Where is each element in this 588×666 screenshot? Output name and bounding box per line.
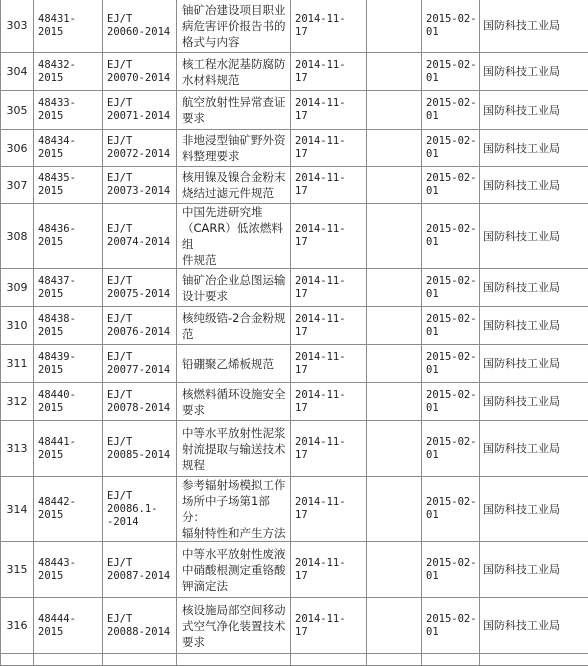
standard-title-cell (177, 0, 291, 53)
row-number-cell: 316 (1, 598, 34, 654)
blank-cell (367, 345, 422, 383)
effective-date-cell-line: 2015-02- (426, 275, 477, 287)
issue-date-cell-line: 17 (295, 148, 308, 160)
department-cell: 国防科技工业局 (480, 477, 588, 542)
row-number-cell: 305 (1, 91, 34, 130)
effective-date-cell-line: 01 (426, 626, 439, 638)
effective-date-cell-line: 01 (426, 326, 439, 338)
blank-cell (367, 53, 422, 91)
issue-date-cell-line: 2014-11- (295, 223, 346, 235)
table-row (1, 542, 588, 598)
effective-date-cell-line: 2015-02- (426, 351, 477, 363)
standard-code-cell-line: EJ/T (107, 275, 132, 287)
standard-title-cell-line: 核工程水泥基防腐防 (182, 57, 286, 71)
standard-title-cell (177, 421, 291, 477)
blank-cell (367, 421, 422, 477)
standard-title-cell-line: 铀矿冶建设项目职业 (182, 3, 286, 17)
standard-title-cell-line: 件规范 (182, 253, 217, 267)
issue-date-cell (291, 307, 367, 345)
department-cell: 国防科技工业局 (480, 130, 588, 167)
issue-date-cell-line: 17 (295, 26, 308, 38)
department-cell: 国防科技工业局 (480, 204, 588, 269)
department-cell: 国防科技工业局 (480, 91, 588, 130)
standard-code-cell-line: EJ/T (107, 97, 132, 109)
standard-title-cell (177, 477, 291, 542)
table-row (1, 167, 588, 204)
standard-code-cell-line: EJ/T (107, 13, 132, 25)
table-row (1, 53, 588, 91)
standard-title-cell-line: 钾滴定法 (182, 579, 228, 593)
issue-date-cell (291, 421, 367, 477)
table-row (1, 654, 588, 666)
row-number-cell: 304 (1, 53, 34, 91)
record-number-cell (34, 477, 103, 542)
issue-date-cell-line: 2014-11- (295, 351, 346, 363)
standard-title-cell-line: 中国先进研究堆 (182, 205, 263, 219)
row-number-cell: 307 (1, 167, 34, 204)
issue-date-cell-line: 2014-11- (295, 436, 346, 448)
row-number-cell: 311 (1, 345, 34, 383)
effective-date-cell (422, 0, 480, 53)
record-number-cell-line: 2015 (38, 26, 63, 38)
issue-date-cell (291, 53, 367, 91)
issue-date-cell-line: 17 (295, 288, 308, 300)
standard-code-cell-line: EJ/T (107, 223, 132, 235)
standard-title-cell-line: 水材料规范 (182, 73, 240, 87)
row-number-cell: 303 (1, 0, 34, 53)
issue-date-cell-line: 17 (295, 326, 308, 338)
standard-code-cell (103, 477, 177, 542)
blank-cell (367, 542, 422, 598)
record-number-cell-line: 2015 (38, 364, 63, 376)
standard-title-cell-line: 烧结过滤元件规范 (182, 186, 274, 200)
issue-date-cell (291, 91, 367, 130)
standard-code-cell (103, 53, 177, 91)
effective-date-cell-line: 01 (426, 26, 439, 38)
issue-date-cell (291, 0, 367, 53)
standard-title-cell-line: 航空放射性异常查证 (182, 95, 286, 109)
record-number-cell (34, 204, 103, 269)
row-number-cell: 313 (1, 421, 34, 477)
standard-code-cell (103, 0, 177, 53)
table-row (1, 269, 588, 307)
record-number-cell (34, 421, 103, 477)
standard-code-cell-line: EJ/T (107, 135, 132, 147)
effective-date-cell (422, 204, 480, 269)
standard-code-cell-line: 20087-2014 (107, 570, 170, 582)
record-number-cell-line: 48434- (38, 135, 76, 147)
standard-code-cell-line: 20088-2014 (107, 626, 170, 638)
table-row (1, 345, 588, 383)
standard-title-cell-line: 中等水平放射性废液 (182, 547, 286, 561)
standard-title-cell-line: 设计要求 (182, 289, 228, 303)
standard-title-cell-line: 要求 (182, 111, 205, 125)
issue-date-cell-line: 17 (295, 402, 308, 414)
standard-code-cell (103, 204, 177, 269)
issue-date-cell-line: 17 (295, 110, 308, 122)
record-number-cell (34, 53, 103, 91)
standard-code-cell (103, 269, 177, 307)
record-number-cell-line: 48440- (38, 389, 76, 401)
record-number-cell-line: 48441- (38, 436, 76, 448)
standard-code-cell-line: 20060-2014 (107, 26, 170, 38)
effective-date-cell (422, 598, 480, 654)
effective-date-cell-line: 01 (426, 364, 439, 376)
standard-title-cell-line: 核燃料循环设施安全 (182, 387, 286, 401)
record-number-cell-line: 48435- (38, 172, 76, 184)
issue-date-cell (291, 269, 367, 307)
standard-title-cell-line: 范 (182, 327, 194, 341)
standard-title-cell-line: 非地浸型铀矿野外资 (182, 133, 286, 147)
table-row (1, 307, 588, 345)
effective-date-cell-line: 01 (426, 110, 439, 122)
standard-title-cell-line: 病危害评价报告书的 (182, 19, 286, 33)
standard-code-cell-line: 20085-2014 (107, 449, 170, 461)
standard-code-cell (103, 167, 177, 204)
issue-date-cell-line: 17 (295, 449, 308, 461)
row-number-cell: 315 (1, 542, 34, 598)
standard-code-cell-line: EJ/T (107, 313, 132, 325)
standard-code-cell (103, 542, 177, 598)
standard-title-cell-line: 中硝酸根测定重铬酸 (182, 563, 286, 577)
standard-code-cell-line: EJ/T (107, 172, 132, 184)
record-number-cell-line: 48444- (38, 613, 76, 625)
standard-title-cell (177, 91, 291, 130)
effective-date-cell-line: 2015-02- (426, 557, 477, 569)
standard-title-cell (177, 307, 291, 345)
issue-date-cell-line: 2014-11- (295, 275, 346, 287)
record-number-cell (34, 307, 103, 345)
effective-date-cell-line: 2015-02- (426, 97, 477, 109)
record-number-cell-line: 2015 (38, 570, 63, 582)
blank-cell (367, 598, 422, 654)
effective-date-cell-line: 2015-02- (426, 496, 477, 508)
record-number-cell-line: 48439- (38, 351, 76, 363)
effective-date-cell (422, 53, 480, 91)
department-cell: 国防科技工业局 (480, 0, 588, 53)
issue-date-cell (291, 167, 367, 204)
standard-title-cell (177, 383, 291, 421)
issue-date-cell (291, 477, 367, 542)
issue-date-cell-line: 2014-11- (295, 313, 346, 325)
standard-title-cell (177, 167, 291, 204)
standard-title-cell-line: 核纯级锆-2合金粉规 (182, 311, 285, 325)
standard-title-cell-line: 核用镍及镍合金粉末 (182, 170, 286, 184)
effective-date-cell (422, 167, 480, 204)
table-row (1, 130, 588, 167)
effective-date-cell (422, 383, 480, 421)
effective-date-cell-line: 01 (426, 72, 439, 84)
standard-title-cell-line: 规程 (182, 458, 205, 472)
effective-date-cell-line: 2015-02- (426, 613, 477, 625)
table-row (1, 0, 588, 53)
issue-date-cell (291, 130, 367, 167)
standard-code-cell (103, 598, 177, 654)
standard-code-cell-line: EJ/T (107, 389, 132, 401)
issue-date-cell-line: 17 (295, 72, 308, 84)
effective-date-cell (422, 421, 480, 477)
standard-code-cell-line: EJ/T (107, 490, 132, 502)
row-number-cell: 308 (1, 204, 34, 269)
effective-date-cell-line: 01 (426, 236, 439, 248)
issue-date-cell (291, 383, 367, 421)
standard-title-cell (177, 654, 291, 666)
standard-title-cell-line: 铅硼聚乙烯板规范 (182, 357, 274, 371)
standard-code-cell-line: 20075-2014 (107, 288, 170, 300)
effective-date-cell-line: 01 (426, 570, 439, 582)
standard-title-cell-line: 核设施局部空间移动 (182, 603, 286, 617)
record-number-cell-line: 48442- (38, 496, 76, 508)
department-cell: 国防科技工业局 (480, 345, 588, 383)
standard-title-cell-line: 式空气净化装置技术 (182, 619, 286, 633)
record-number-cell (34, 598, 103, 654)
standard-code-cell-line: 20074-2014 (107, 236, 170, 248)
effective-date-cell-line: 2015-02- (426, 59, 477, 71)
standard-code-cell-line: EJ/T (107, 613, 132, 625)
issue-date-cell-line: 2014-11- (295, 389, 346, 401)
record-number-cell-line: 2015 (38, 449, 63, 461)
effective-date-cell-line: 2015-02- (426, 313, 477, 325)
table-row (1, 598, 588, 654)
standard-code-cell-line: EJ/T (107, 59, 132, 71)
record-number-cell (34, 542, 103, 598)
department-cell: 国防科技工业局 (480, 53, 588, 91)
standard-title-cell-line: 要求 (182, 635, 205, 649)
blank-cell (367, 91, 422, 130)
record-number-cell-line: 48433- (38, 97, 76, 109)
blank-cell (367, 269, 422, 307)
standard-code-cell-line: EJ/T (107, 351, 132, 363)
blank-cell (367, 204, 422, 269)
effective-date-cell (422, 269, 480, 307)
record-number-cell (34, 654, 103, 666)
table-row (1, 383, 588, 421)
effective-date-cell-line: 01 (426, 185, 439, 197)
effective-date-cell-line: 2015-02- (426, 172, 477, 184)
effective-date-cell-line: 2015-02- (426, 13, 477, 25)
issue-date-cell (291, 598, 367, 654)
record-number-cell (34, 345, 103, 383)
blank-cell (367, 477, 422, 542)
standard-code-cell-line: 20071-2014 (107, 110, 170, 122)
table-row (1, 421, 588, 477)
blank-cell (367, 307, 422, 345)
record-number-cell-line: 2015 (38, 326, 63, 338)
issue-date-cell-line: 17 (295, 364, 308, 376)
standard-title-cell (177, 269, 291, 307)
department-cell: 国防科技工业局 (480, 383, 588, 421)
row-number-cell: 309 (1, 269, 34, 307)
blank-cell (367, 130, 422, 167)
standard-title-cell-line: 场所中子场第1部分： (182, 494, 270, 524)
department-cell: 国防科技工业局 (480, 269, 588, 307)
record-number-cell-line: 48431- (38, 13, 76, 25)
standard-title-cell (177, 598, 291, 654)
issue-date-cell-line: 2014-11- (295, 557, 346, 569)
blank-cell (367, 383, 422, 421)
effective-date-cell-line: 2015-02- (426, 223, 477, 235)
record-number-cell (34, 269, 103, 307)
issue-date-cell-line: 2014-11- (295, 59, 346, 71)
issue-date-cell (291, 345, 367, 383)
row-number-cell (1, 654, 34, 666)
issue-date-cell-line: 17 (295, 570, 308, 582)
effective-date-cell-line: 2015-02- (426, 436, 477, 448)
record-number-cell-line: 2015 (38, 509, 63, 521)
record-number-cell-line: 48438- (38, 313, 76, 325)
record-number-cell-line: 48437- (38, 275, 76, 287)
record-number-cell-line: 2015 (38, 236, 63, 248)
effective-date-cell (422, 477, 480, 542)
record-number-cell (34, 91, 103, 130)
row-number-cell: 310 (1, 307, 34, 345)
standard-code-cell-line: 20086.1- (107, 503, 158, 515)
record-number-cell-line: 2015 (38, 626, 63, 638)
record-number-cell-line: 2015 (38, 110, 63, 122)
issue-date-cell-line: 17 (295, 236, 308, 248)
issue-date-cell (291, 204, 367, 269)
issue-date-cell-line: 2014-11- (295, 172, 346, 184)
standard-title-cell-line: 中等水平放射性泥浆 (182, 426, 286, 440)
standard-title-cell (177, 130, 291, 167)
standard-code-cell (103, 91, 177, 130)
standard-title-cell (177, 345, 291, 383)
record-number-cell-line: 48443- (38, 557, 76, 569)
table-row (1, 204, 588, 269)
record-number-cell-line: 2015 (38, 288, 63, 300)
department-cell: 国防科技工业局 (480, 167, 588, 204)
standard-code-cell (103, 383, 177, 421)
department-cell: 国防科技工业局 (480, 421, 588, 477)
standard-code-cell (103, 421, 177, 477)
effective-date-cell (422, 654, 480, 666)
blank-cell (367, 654, 422, 666)
issue-date-cell-line: 2014-11- (295, 135, 346, 147)
effective-date-cell-line: 01 (426, 148, 439, 160)
table-row (1, 477, 588, 542)
effective-date-cell-line: 01 (426, 288, 439, 300)
effective-date-cell-line: 2015-02- (426, 135, 477, 147)
standard-code-cell (103, 130, 177, 167)
standard-code-cell (103, 307, 177, 345)
standard-code-cell (103, 345, 177, 383)
standard-title-cell-line: 射流提取与输送技术 (182, 442, 286, 456)
record-number-cell-line: 2015 (38, 72, 63, 84)
department-cell: 国防科技工业局 (480, 598, 588, 654)
standard-title-cell-line: 辐射特性和产生方法 (182, 526, 286, 540)
blank-cell (367, 167, 422, 204)
standard-code-cell-line: EJ/T (107, 436, 132, 448)
standard-title-cell (177, 542, 291, 598)
issue-date-cell-line: 17 (295, 509, 308, 521)
issue-date-cell-line: 17 (295, 626, 308, 638)
record-number-cell-line: 48432- (38, 59, 76, 71)
standard-title-cell-line: 参考辐射场模拟工作 (182, 478, 286, 492)
standard-code-cell-line: 20077-2014 (107, 364, 170, 376)
issue-date-cell-line: 17 (295, 185, 308, 197)
standard-title-cell (177, 204, 291, 269)
issue-date-cell (291, 542, 367, 598)
standard-title-cell-line: 格式与内容 (182, 35, 240, 49)
standard-code-cell-line: 20078-2014 (107, 402, 170, 414)
standard-title-cell-line: 要求 (182, 403, 205, 417)
record-number-cell-line: 2015 (38, 148, 63, 160)
effective-date-cell-line: 01 (426, 402, 439, 414)
row-number-cell: 306 (1, 130, 34, 167)
effective-date-cell (422, 307, 480, 345)
standard-code-cell-line: 20070-2014 (107, 72, 170, 84)
record-number-cell (34, 130, 103, 167)
effective-date-cell (422, 345, 480, 383)
table-body (1, 0, 588, 666)
issue-date-cell-line: 2014-11- (295, 13, 346, 25)
row-number-cell: 314 (1, 477, 34, 542)
effective-date-cell (422, 130, 480, 167)
standard-code-cell (103, 654, 177, 666)
effective-date-cell-line: 01 (426, 509, 439, 521)
table-row (1, 91, 588, 130)
effective-date-cell (422, 91, 480, 130)
department-cell (480, 654, 588, 666)
standard-code-cell-line: -2014 (107, 516, 139, 528)
record-number-cell (34, 383, 103, 421)
standard-code-cell-line: 20073-2014 (107, 185, 170, 197)
effective-date-cell-line: 01 (426, 449, 439, 461)
record-number-cell-line: 2015 (38, 185, 63, 197)
standard-code-cell-line: 20076-2014 (107, 326, 170, 338)
standard-title-cell-line: （CARR）低浓燃料组 (182, 221, 283, 251)
record-number-cell (34, 0, 103, 53)
effective-date-cell (422, 542, 480, 598)
issue-date-cell (291, 654, 367, 666)
standard-title-cell (177, 53, 291, 91)
standard-code-cell-line: EJ/T (107, 557, 132, 569)
record-number-cell (34, 167, 103, 204)
blank-cell (367, 0, 422, 53)
record-number-cell-line: 2015 (38, 402, 63, 414)
issue-date-cell-line: 2014-11- (295, 613, 346, 625)
row-number-cell: 312 (1, 383, 34, 421)
standard-title-cell-line: 铀矿冶企业总图运输 (182, 273, 286, 287)
standard-title-cell-line: 料整理要求 (182, 149, 240, 163)
effective-date-cell-line: 2015-02- (426, 389, 477, 401)
record-number-cell-line: 48436- (38, 223, 76, 235)
department-cell: 国防科技工业局 (480, 542, 588, 598)
issue-date-cell-line: 2014-11- (295, 97, 346, 109)
issue-date-cell-line: 2014-11- (295, 496, 346, 508)
department-cell: 国防科技工业局 (480, 307, 588, 345)
standard-code-cell-line: 20072-2014 (107, 148, 170, 160)
